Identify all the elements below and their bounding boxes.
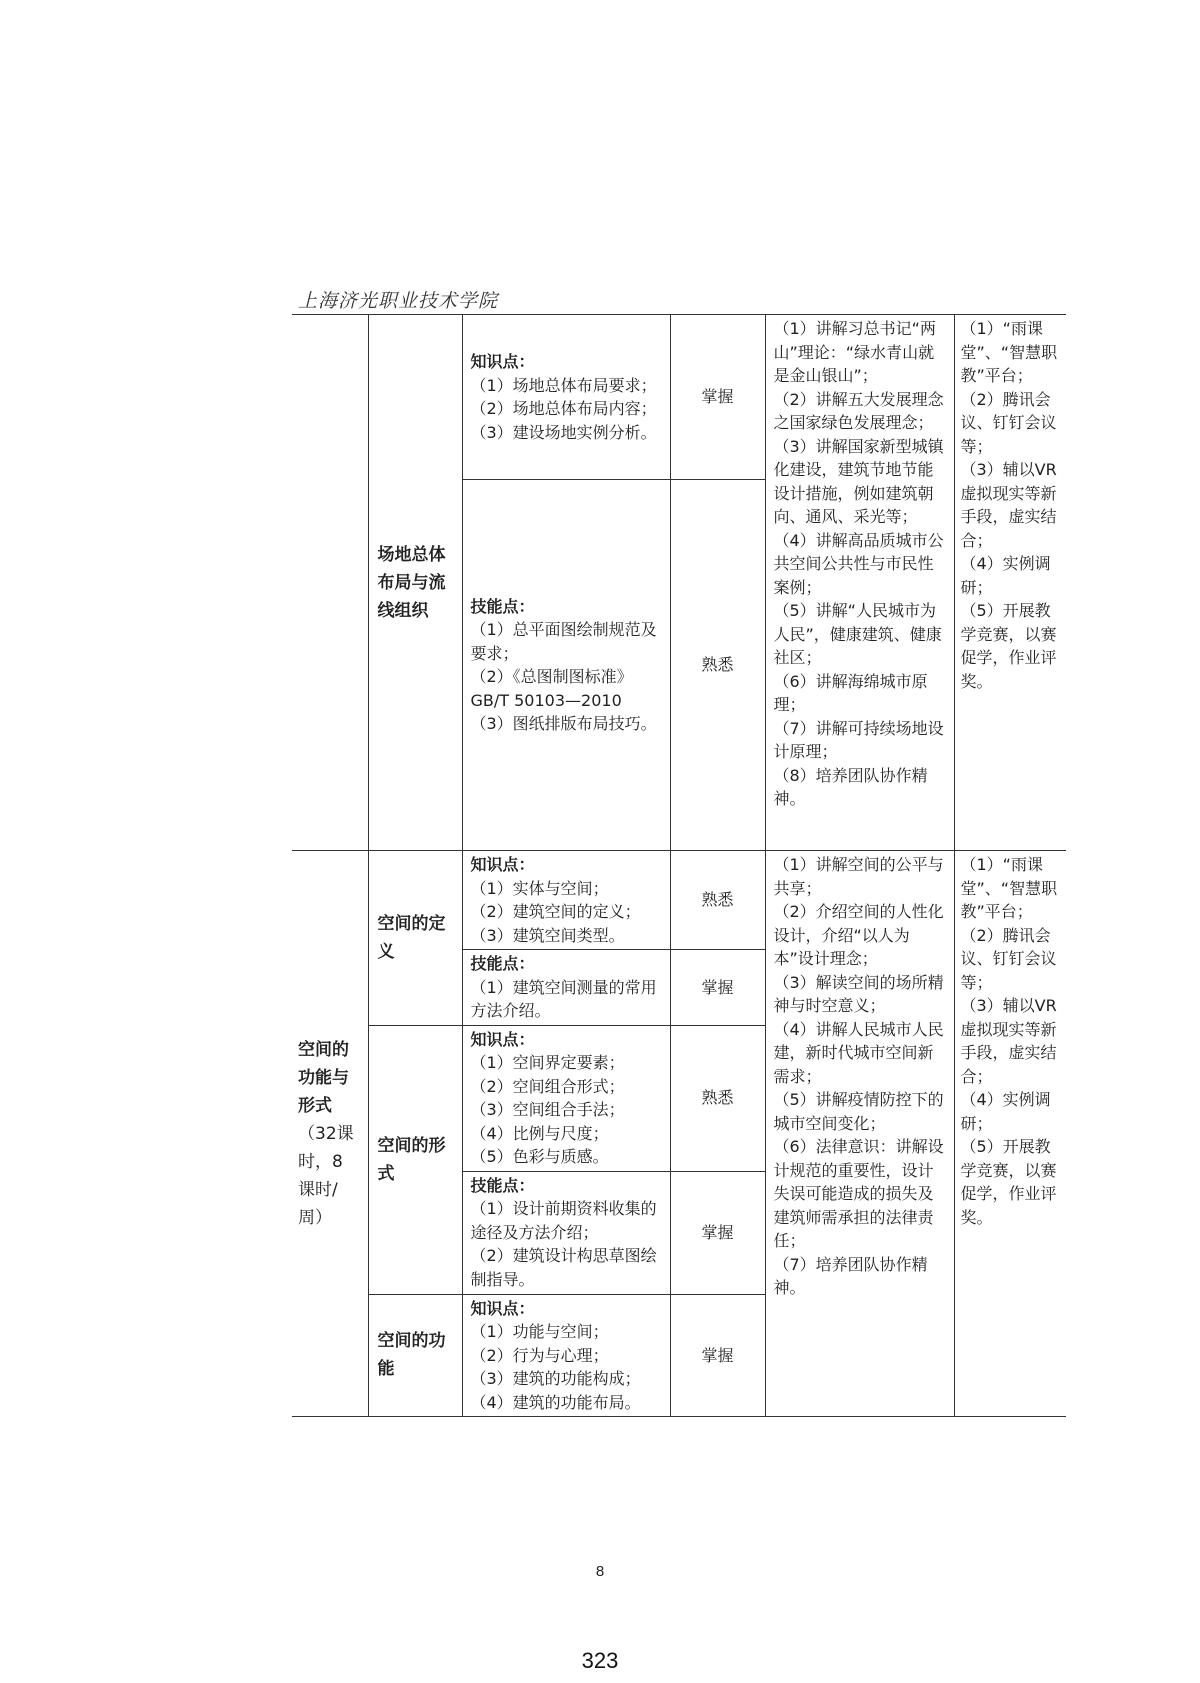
list-item: （2）《总图制图标准》GB/T 50103—2010 — [470, 667, 633, 710]
list-item: （1）场地总体布局要求； — [470, 375, 657, 395]
list-item: （2）行为与心理； — [470, 1345, 609, 1365]
list-item: （5）讲解疫情防控下的城市空间变化； — [773, 1090, 944, 1133]
skill-head: 技能点： — [470, 596, 535, 616]
skill-points-cell — [462, 950, 670, 1026]
mastery-level: 掌握 — [670, 1171, 765, 1294]
unit-cell — [292, 851, 368, 1417]
list-item: （2）讲解五大发展理念之国家绿色发展理念； — [773, 389, 944, 432]
page-number: 8 — [595, 1563, 605, 1580]
skill-head: 技能点： — [470, 1175, 535, 1195]
topic-site-layout: 场地总体布局与流线组织 — [368, 315, 462, 851]
list-item: （4）实例调研； — [960, 554, 1051, 597]
skill-head: 技能点： — [470, 954, 535, 973]
list-item: （6）法律意识：讲解设计规范的重要性，设计失误可能造成的损失及建筑师需承担的法律责任； — [773, 1137, 944, 1250]
list-item: （3）空间组合手法； — [470, 1100, 625, 1119]
ideology-cell — [765, 315, 954, 851]
teaching-means-cell — [954, 315, 1066, 851]
list-item: （1）“雨课堂”、“智慧职教”平台； — [960, 319, 1058, 385]
topic-space-form: 空间的形式 — [368, 1025, 462, 1294]
list-item: （2）建筑空间的定义； — [470, 902, 641, 921]
list-item: （2）场地总体布局内容； — [470, 399, 657, 418]
list-item: （3）辅以VR虚拟现实等新手段，虚实结合； — [960, 460, 1057, 550]
mastery-level: 熟悉 — [670, 480, 765, 851]
list-item: （1）讲解空间的公平与共享； — [773, 855, 944, 898]
knowledge-points-cell — [462, 1025, 670, 1171]
list-item: （2）空间组合形式； — [470, 1076, 625, 1096]
list-item: （4）讲解高品质城市公共空间公共性与市民性案例； — [773, 530, 944, 597]
list-item: （1）总平面图绘制规范及要求； — [470, 620, 657, 663]
list-item: （4）建筑的功能布局。 — [470, 1392, 641, 1412]
unit-hours: （32课时，8课时/周） — [298, 1123, 354, 1228]
table-row — [292, 851, 1066, 950]
skill-points-cell — [462, 1171, 670, 1294]
list-item: （3）解读空间的场所精神与时空意义； — [773, 972, 944, 1015]
list-item: （3）建筑的功能构成； — [470, 1369, 641, 1388]
list-item: （3）讲解国家新型城镇化建设，建筑节地节能设计措施，例如建筑朝向、通风、采光等； — [773, 436, 944, 526]
topic-space-definition: 空间的定义 — [368, 851, 462, 1026]
teaching-means-cell — [954, 851, 1066, 1417]
list-item: （1）功能与空间； — [470, 1322, 609, 1341]
list-item: （7）讲解可持续场地设计原理； — [773, 718, 944, 761]
knowledge-head: 知识点： — [470, 352, 535, 371]
list-item: （3）图纸排版布局技巧。 — [470, 714, 657, 733]
knowledge-head: 知识点： — [470, 855, 535, 874]
list-item: （5）色彩与质感。 — [470, 1147, 609, 1166]
curriculum-table — [292, 314, 1066, 1417]
list-item: （4）比例与尺度； — [470, 1123, 609, 1143]
topic-space-function: 空间的功能 — [368, 1294, 462, 1417]
school-header: 上海济光职业技术学院 — [298, 290, 499, 312]
list-item: （8）培养团队协作精神。 — [773, 765, 928, 808]
mastery-level: 掌握 — [670, 1294, 765, 1417]
skill-points-cell — [462, 480, 670, 851]
list-item: （1）“雨课堂”、“智慧职教”平台； — [960, 855, 1058, 921]
list-item: （1）设计前期资料收集的途径及方法介绍； — [470, 1199, 657, 1242]
mastery-level: 掌握 — [670, 950, 765, 1026]
table-row — [292, 315, 1066, 480]
mastery-level: 熟悉 — [670, 851, 765, 950]
list-item: （2）建筑设计构思草图绘制指导。 — [470, 1246, 657, 1289]
list-item: （2）腾讯会议、钉钉会议等； — [960, 389, 1057, 456]
list-item: （2）介绍空间的人性化设计，介绍“以人为本”设计理念； — [773, 902, 944, 968]
unit-title: 空间的功能与形式 — [298, 1039, 349, 1116]
knowledge-points-cell — [462, 851, 670, 950]
knowledge-points-cell — [462, 315, 670, 480]
mastery-level: 掌握 — [670, 315, 765, 480]
list-item: （5）讲解“人民城市为人民”，健康建筑、健康社区； — [773, 601, 942, 667]
unit-cell-empty — [292, 315, 368, 851]
list-item: （5）开展教学竞赛，以赛促学，作业评奖。 — [960, 601, 1057, 691]
list-item: （5）开展教学竞赛，以赛促学，作业评奖。 — [960, 1137, 1057, 1227]
list-item: （7）培养团队协作精神。 — [773, 1254, 928, 1297]
list-item: （4）讲解人民城市人民建，新时代城市空间新需求； — [773, 1019, 944, 1086]
list-item: （1）讲解习总书记“两山”理论：“绿水青山就是金山银山”； — [773, 319, 936, 385]
list-item: （1）建筑空间测量的常用方法介绍。 — [470, 977, 657, 1020]
knowledge-points-cell — [462, 1294, 670, 1417]
ideology-cell — [765, 851, 954, 1417]
list-item: （2）腾讯会议、钉钉会议等； — [960, 925, 1057, 992]
list-item: （4）实例调研； — [960, 1090, 1051, 1133]
list-item: （3）建筑空间类型。 — [470, 925, 625, 945]
list-item: （6）讲解海绵城市原理； — [773, 671, 928, 714]
knowledge-head: 知识点： — [470, 1029, 535, 1049]
list-item: （1）实体与空间； — [470, 878, 609, 898]
knowledge-head: 知识点： — [470, 1298, 535, 1318]
list-item: （1）空间界定要素； — [470, 1053, 625, 1072]
list-item: （3）辅以VR虚拟现实等新手段，虚实结合； — [960, 996, 1057, 1086]
list-item: （3）建设场地实例分析。 — [470, 422, 657, 442]
scan-page-number: 323 — [581, 1648, 619, 1673]
mastery-level: 熟悉 — [670, 1025, 765, 1171]
